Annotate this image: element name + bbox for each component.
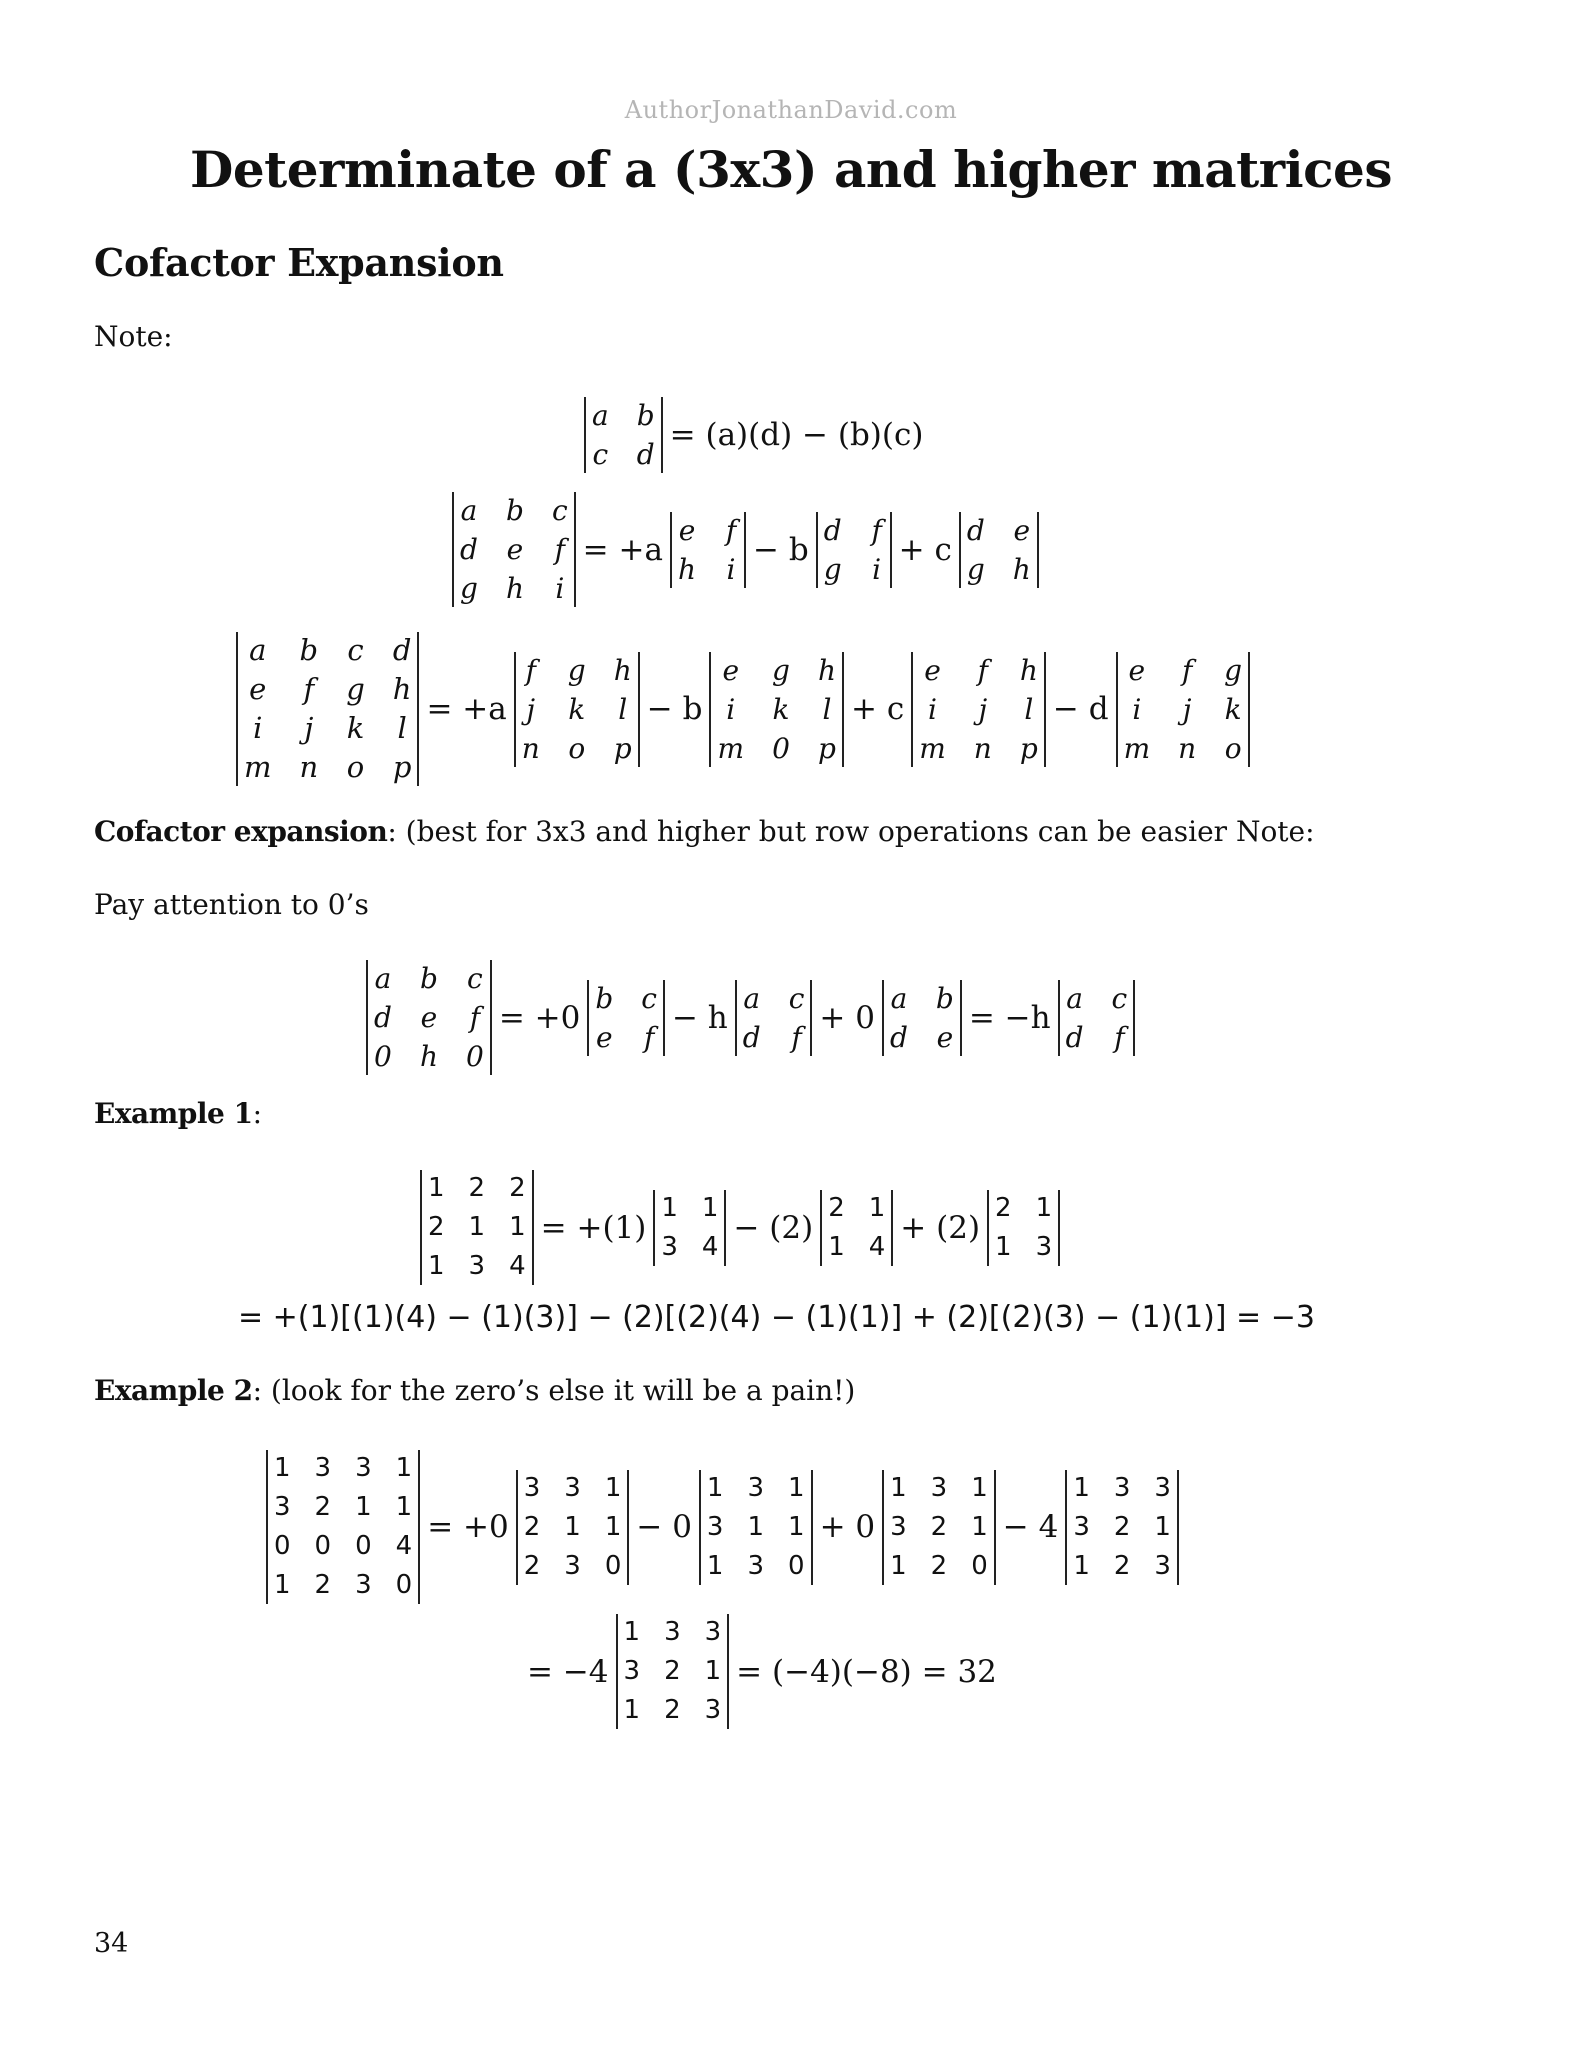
- minor-4: [1065, 1470, 1179, 1585]
- matrix-cell: 0: [374, 1040, 392, 1073]
- term-4: = −h: [968, 999, 1051, 1036]
- matrix-cell: e: [722, 653, 740, 687]
- matrix-cell: l: [1024, 692, 1034, 726]
- minor-2: [699, 1470, 813, 1585]
- matrix-cell: c: [551, 494, 568, 527]
- matrix-cell: a: [890, 981, 908, 1015]
- matrix-cell: 0: [788, 1550, 805, 1581]
- result-matrix: [616, 1614, 730, 1729]
- matrix-cell: e: [596, 1020, 613, 1054]
- matrix-cell: 3: [704, 1617, 722, 1647]
- minor-3: [911, 652, 1046, 767]
- matrix-cell: 1: [971, 1472, 988, 1503]
- matrix-cell: l: [397, 711, 407, 745]
- matrix-cell: d: [889, 1020, 908, 1054]
- minor-2: [816, 512, 892, 588]
- result-lead: = −4: [527, 1653, 609, 1690]
- matrix-cell: 1: [704, 1656, 722, 1686]
- matrix-cell: 1: [468, 1212, 486, 1242]
- term-2: − b: [753, 531, 809, 568]
- term-1: = +a: [582, 531, 663, 568]
- matrix-cell: d: [742, 1020, 761, 1054]
- matrix-cell: 2: [930, 1511, 948, 1542]
- matrix-cell: f: [303, 672, 315, 706]
- matrix-cell: 2: [1113, 1550, 1131, 1581]
- minor-4: [1116, 652, 1251, 767]
- minor-3: [987, 1190, 1060, 1266]
- minor-2: [820, 1190, 893, 1266]
- matrix-cell: d: [374, 1001, 392, 1034]
- matrix-cell: e: [249, 672, 267, 706]
- term-1: = +a: [426, 691, 507, 727]
- matrix-cell: j: [526, 692, 536, 726]
- matrix-cell: 1: [428, 1251, 445, 1281]
- matrix-cell: a: [249, 633, 267, 667]
- term-3: + c: [851, 691, 905, 727]
- matrix-3x3-zeros: [366, 960, 492, 1075]
- matrix-cell: p: [392, 750, 412, 784]
- matrix-cell: 1: [623, 1695, 641, 1725]
- matrix-cell: f: [977, 653, 988, 687]
- matrix-cell: b: [935, 981, 954, 1015]
- matrix-cell: 1: [509, 1212, 526, 1242]
- matrix-cell: e: [936, 1020, 954, 1054]
- matrix-cell: g: [823, 552, 842, 586]
- matrix-cell: n: [521, 731, 540, 765]
- example1-matrix: [420, 1170, 534, 1285]
- matrix-cell: g: [772, 653, 790, 687]
- matrix-cell: 0: [772, 731, 790, 765]
- matrix-cell: 2: [930, 1550, 948, 1581]
- matrix-cell: 1: [661, 1192, 678, 1223]
- matrix-cell: o: [568, 731, 586, 765]
- matrix-cell: 2: [664, 1656, 681, 1686]
- matrix-cell: 1: [828, 1231, 845, 1262]
- matrix-cell: 1: [395, 1453, 413, 1483]
- matrix-cell: f: [469, 1001, 481, 1034]
- term-1: = +0: [427, 1509, 509, 1545]
- matrix-cell: 1: [788, 1472, 805, 1503]
- matrix-cell: i: [872, 552, 882, 586]
- matrix-cell: p: [1019, 731, 1038, 765]
- matrix-cell: m: [717, 731, 745, 765]
- matrix-cell: 3: [468, 1251, 486, 1281]
- matrix-cell: l: [618, 692, 628, 726]
- zeros-note: Pay attention to 0’s: [94, 888, 369, 921]
- matrix-cell: 3: [661, 1231, 678, 1262]
- matrix-cell: d: [636, 438, 655, 471]
- matrix-cell: j: [304, 711, 314, 745]
- matrix-3x3: [452, 492, 576, 607]
- formula-zeros: [366, 960, 1135, 1075]
- matrix-cell: d: [823, 513, 842, 547]
- matrix-cell: c: [788, 981, 805, 1015]
- matrix-cell: g: [567, 653, 586, 687]
- matrix-cell: j: [1182, 692, 1192, 726]
- matrix-cell: k: [568, 692, 586, 726]
- matrix-cell: 1: [890, 1472, 907, 1503]
- matrix-cell: 3: [314, 1453, 332, 1483]
- matrix-cell: 1: [274, 1453, 291, 1483]
- minor-3: [959, 512, 1039, 588]
- matrix-cell: i: [726, 692, 736, 726]
- matrix-cell: 0: [971, 1550, 988, 1581]
- matrix-cell: n: [973, 731, 992, 765]
- matrix-cell: 4: [509, 1251, 526, 1281]
- minor-2: [735, 980, 813, 1056]
- matrix-cell: e: [924, 653, 941, 687]
- example2-result: [520, 1614, 1004, 1729]
- page-number: 34: [94, 1928, 129, 1959]
- matrix-cell: 2: [523, 1550, 541, 1581]
- example1-colon: :: [252, 1097, 263, 1130]
- example2-text: : (look for the zero’s else it will be a pain!): [252, 1374, 856, 1407]
- matrix-cell: 2: [1113, 1511, 1131, 1542]
- matrix-cell: 3: [355, 1570, 372, 1600]
- matrix-cell: f: [725, 513, 737, 547]
- formula-3x3: [452, 492, 1039, 607]
- matrix-cell: m: [244, 750, 272, 784]
- matrix-cell: l: [822, 692, 832, 726]
- matrix-cell: 3: [706, 1511, 724, 1542]
- matrix-cell: c: [592, 438, 609, 471]
- term-4: − d: [1052, 691, 1109, 727]
- term-2: − b: [646, 691, 703, 727]
- minor-1: [653, 1190, 726, 1266]
- matrix-cell: c: [467, 962, 483, 995]
- matrix-cell: a: [592, 399, 609, 432]
- matrix-cell: 0: [604, 1550, 622, 1581]
- matrix-cell: 3: [747, 1550, 765, 1581]
- matrix-cell: f: [871, 513, 882, 547]
- matrix-cell: c: [347, 633, 364, 667]
- page-title: Determinate of a (3x3) and higher matrices: [189, 140, 1393, 199]
- matrix-cell: f: [1181, 653, 1193, 687]
- matrix-cell: n: [1178, 731, 1197, 765]
- matrix-cell: 3: [523, 1472, 541, 1503]
- matrix-cell: n: [299, 750, 319, 784]
- matrix-cell: e: [1128, 653, 1146, 687]
- matrix-cell: b: [636, 399, 655, 432]
- matrix-cell: i: [555, 572, 565, 605]
- example1-label: Example 1: [94, 1097, 253, 1130]
- matrix-cell: 2: [314, 1570, 332, 1600]
- matrix-cell: 3: [564, 1472, 581, 1503]
- matrix-cell: 0: [314, 1531, 332, 1561]
- matrix-cell: 2: [428, 1212, 445, 1242]
- matrix-cell: e: [420, 1001, 438, 1034]
- term-3: + 0: [819, 999, 875, 1036]
- matrix-cell: 3: [1113, 1472, 1131, 1503]
- matrix-cell: 2: [314, 1492, 332, 1522]
- matrix-cell: g: [1224, 653, 1243, 687]
- matrix-cell: 2: [995, 1192, 1012, 1223]
- matrix-cell: 3: [355, 1453, 372, 1483]
- section-heading: Cofactor Expansion: [94, 240, 504, 285]
- term-1: = +(1): [540, 1209, 647, 1246]
- matrix-cell: 4: [701, 1231, 719, 1262]
- matrix-cell: 2: [468, 1173, 486, 1203]
- note-label: Note:: [94, 320, 173, 353]
- minor-1: [514, 652, 640, 767]
- matrix-cell: h: [1019, 653, 1038, 687]
- matrix-cell: m: [919, 731, 946, 765]
- minor-1: [587, 980, 665, 1056]
- term-4: − 4: [1002, 1509, 1059, 1545]
- matrix-cell: 3: [704, 1695, 722, 1725]
- matrix-cell: 2: [828, 1192, 845, 1223]
- matrix-cell: h: [505, 572, 524, 605]
- matrix-cell: 3: [1073, 1511, 1090, 1542]
- minor-2: [709, 652, 844, 767]
- matrix-cell: e: [1013, 513, 1031, 547]
- matrix-cell: i: [253, 711, 263, 745]
- matrix-cell: d: [392, 633, 412, 667]
- matrix-cell: f: [554, 533, 566, 566]
- result-tail: = (−4)(−8) = 32: [736, 1653, 997, 1690]
- matrix-cell: g: [460, 572, 478, 605]
- formula-4x4: [236, 632, 1250, 786]
- matrix-cell: 1: [274, 1570, 291, 1600]
- cofactor-label: Cofactor expansion: [94, 815, 388, 848]
- matrix-cell: 3: [930, 1472, 948, 1503]
- matrix-cell: m: [1123, 731, 1151, 765]
- matrix-cell: 1: [395, 1492, 413, 1522]
- matrix-cell: b: [505, 494, 524, 527]
- matrix-cell: b: [299, 633, 319, 667]
- matrix-cell: 0: [274, 1531, 291, 1561]
- matrix-cell: 2: [509, 1173, 526, 1203]
- matrix-cell: 4: [868, 1231, 886, 1262]
- formula-2x2-rhs: = (a)(d) − (b)(c): [669, 417, 924, 453]
- example2-formula: [266, 1450, 1179, 1604]
- matrix-cell: 1: [701, 1192, 719, 1223]
- matrix-cell: k: [772, 692, 790, 726]
- matrix-cell: g: [966, 552, 985, 586]
- matrix-cell: 3: [564, 1550, 581, 1581]
- matrix-cell: 1: [1154, 1511, 1171, 1542]
- matrix-cell: 1: [788, 1511, 805, 1542]
- matrix-cell: 3: [890, 1511, 907, 1542]
- matrix-cell: c: [641, 981, 657, 1015]
- matrix-cell: 1: [1035, 1192, 1053, 1223]
- matrix-cell: h: [392, 672, 412, 706]
- matrix-cell: 1: [604, 1511, 622, 1542]
- matrix-cell: 3: [623, 1656, 641, 1686]
- term-2: − h: [671, 999, 728, 1036]
- matrix-cell: 1: [706, 1550, 724, 1581]
- matrix-cell: 1: [564, 1511, 581, 1542]
- matrix-cell: 0: [355, 1531, 372, 1561]
- matrix-cell: b: [419, 962, 438, 995]
- matrix-cell: 1: [747, 1511, 765, 1542]
- matrix-cell: j: [978, 692, 988, 726]
- matrix-cell: 1: [1073, 1472, 1090, 1503]
- term-3: + c: [898, 531, 952, 568]
- formula-2x2: [584, 397, 930, 473]
- matrix-cell: f: [643, 1020, 655, 1054]
- matrix-cell: d: [460, 533, 478, 566]
- matrix-cell: k: [346, 711, 365, 745]
- cofactor-paragraph: [94, 815, 1315, 848]
- matrix-cell: f: [525, 653, 536, 687]
- matrix-cell: c: [1111, 981, 1128, 1015]
- matrix-cell: 1: [868, 1192, 886, 1223]
- matrix-cell: f: [791, 1020, 802, 1054]
- term-1: = +0: [498, 999, 581, 1036]
- matrix-cell: i: [726, 552, 736, 586]
- term-3: + (2): [900, 1209, 981, 1246]
- matrix-cell: a: [743, 981, 761, 1015]
- matrix-cell: 1: [428, 1173, 445, 1203]
- matrix-cell: 0: [395, 1570, 413, 1600]
- site-watermark: AuthorJonathanDavid.com: [624, 96, 958, 124]
- minor-1: [516, 1470, 630, 1585]
- matrix-cell: b: [595, 981, 614, 1015]
- matrix-cell: d: [1065, 1020, 1084, 1054]
- matrix-cell: h: [613, 653, 632, 687]
- minor-1: [670, 512, 746, 588]
- example2-label: Example 2: [94, 1374, 253, 1407]
- matrix-cell: 3: [747, 1472, 765, 1503]
- cofactor-text: : (best for 3x3 and higher but row operations can be easier Note:: [387, 815, 1315, 848]
- matrix-cell: 1: [995, 1231, 1012, 1262]
- matrix-2x2: [584, 397, 663, 473]
- matrix-cell: 3: [1154, 1550, 1171, 1581]
- matrix-cell: k: [1224, 692, 1242, 726]
- matrix-cell: p: [613, 731, 632, 765]
- matrix-cell: 0: [465, 1040, 484, 1073]
- matrix-cell: 3: [274, 1492, 291, 1522]
- matrix-cell: a: [1066, 981, 1083, 1015]
- matrix-cell: 4: [395, 1531, 413, 1561]
- term-2: − 0: [636, 1509, 692, 1545]
- matrix-cell: f: [1114, 1020, 1125, 1054]
- matrix-cell: e: [506, 533, 524, 566]
- matrix-cell: p: [818, 731, 836, 765]
- matrix-cell: g: [346, 672, 365, 706]
- matrix-cell: h: [419, 1040, 438, 1073]
- matrix-cell: d: [966, 513, 985, 547]
- example2-matrix: [266, 1450, 420, 1604]
- matrix-cell: 3: [1035, 1231, 1053, 1262]
- matrix-cell: 3: [664, 1617, 681, 1647]
- matrix-cell: i: [1132, 692, 1142, 726]
- matrix-cell: h: [1012, 552, 1031, 586]
- matrix-cell: o: [346, 750, 365, 784]
- example1-heading: [94, 1097, 262, 1130]
- matrix-cell: 1: [355, 1492, 372, 1522]
- matrix-cell: 1: [604, 1472, 622, 1503]
- term-2: − (2): [733, 1209, 814, 1246]
- matrix-4x4: [236, 632, 419, 786]
- matrix-cell: a: [460, 494, 478, 527]
- matrix-cell: h: [677, 552, 697, 586]
- matrix-cell: 2: [523, 1511, 541, 1542]
- matrix-cell: 1: [971, 1511, 988, 1542]
- minor-4: [1058, 980, 1136, 1056]
- example1-formula: [420, 1170, 1060, 1285]
- matrix-cell: h: [817, 653, 837, 687]
- matrix-cell: 1: [706, 1472, 724, 1503]
- matrix-cell: i: [928, 692, 937, 726]
- matrix-cell: 3: [1154, 1472, 1171, 1503]
- matrix-cell: o: [1224, 731, 1242, 765]
- term-3: + 0: [819, 1509, 876, 1545]
- matrix-cell: 2: [664, 1695, 681, 1725]
- matrix-cell: 1: [1073, 1550, 1090, 1581]
- example2-heading: [94, 1374, 855, 1407]
- matrix-cell: e: [678, 513, 696, 547]
- minor-3: [882, 1470, 996, 1585]
- matrix-cell: 1: [623, 1617, 641, 1647]
- example1-expansion: = +(1)[(1)(4) − (1)(3)] − (2)[(2)(4) − (1)(1)] + (2)[(2)(3) − (1)(1)] = −3: [238, 1300, 1315, 1335]
- matrix-cell: a: [374, 962, 392, 995]
- matrix-cell: 1: [890, 1550, 907, 1581]
- minor-3: [882, 980, 962, 1056]
